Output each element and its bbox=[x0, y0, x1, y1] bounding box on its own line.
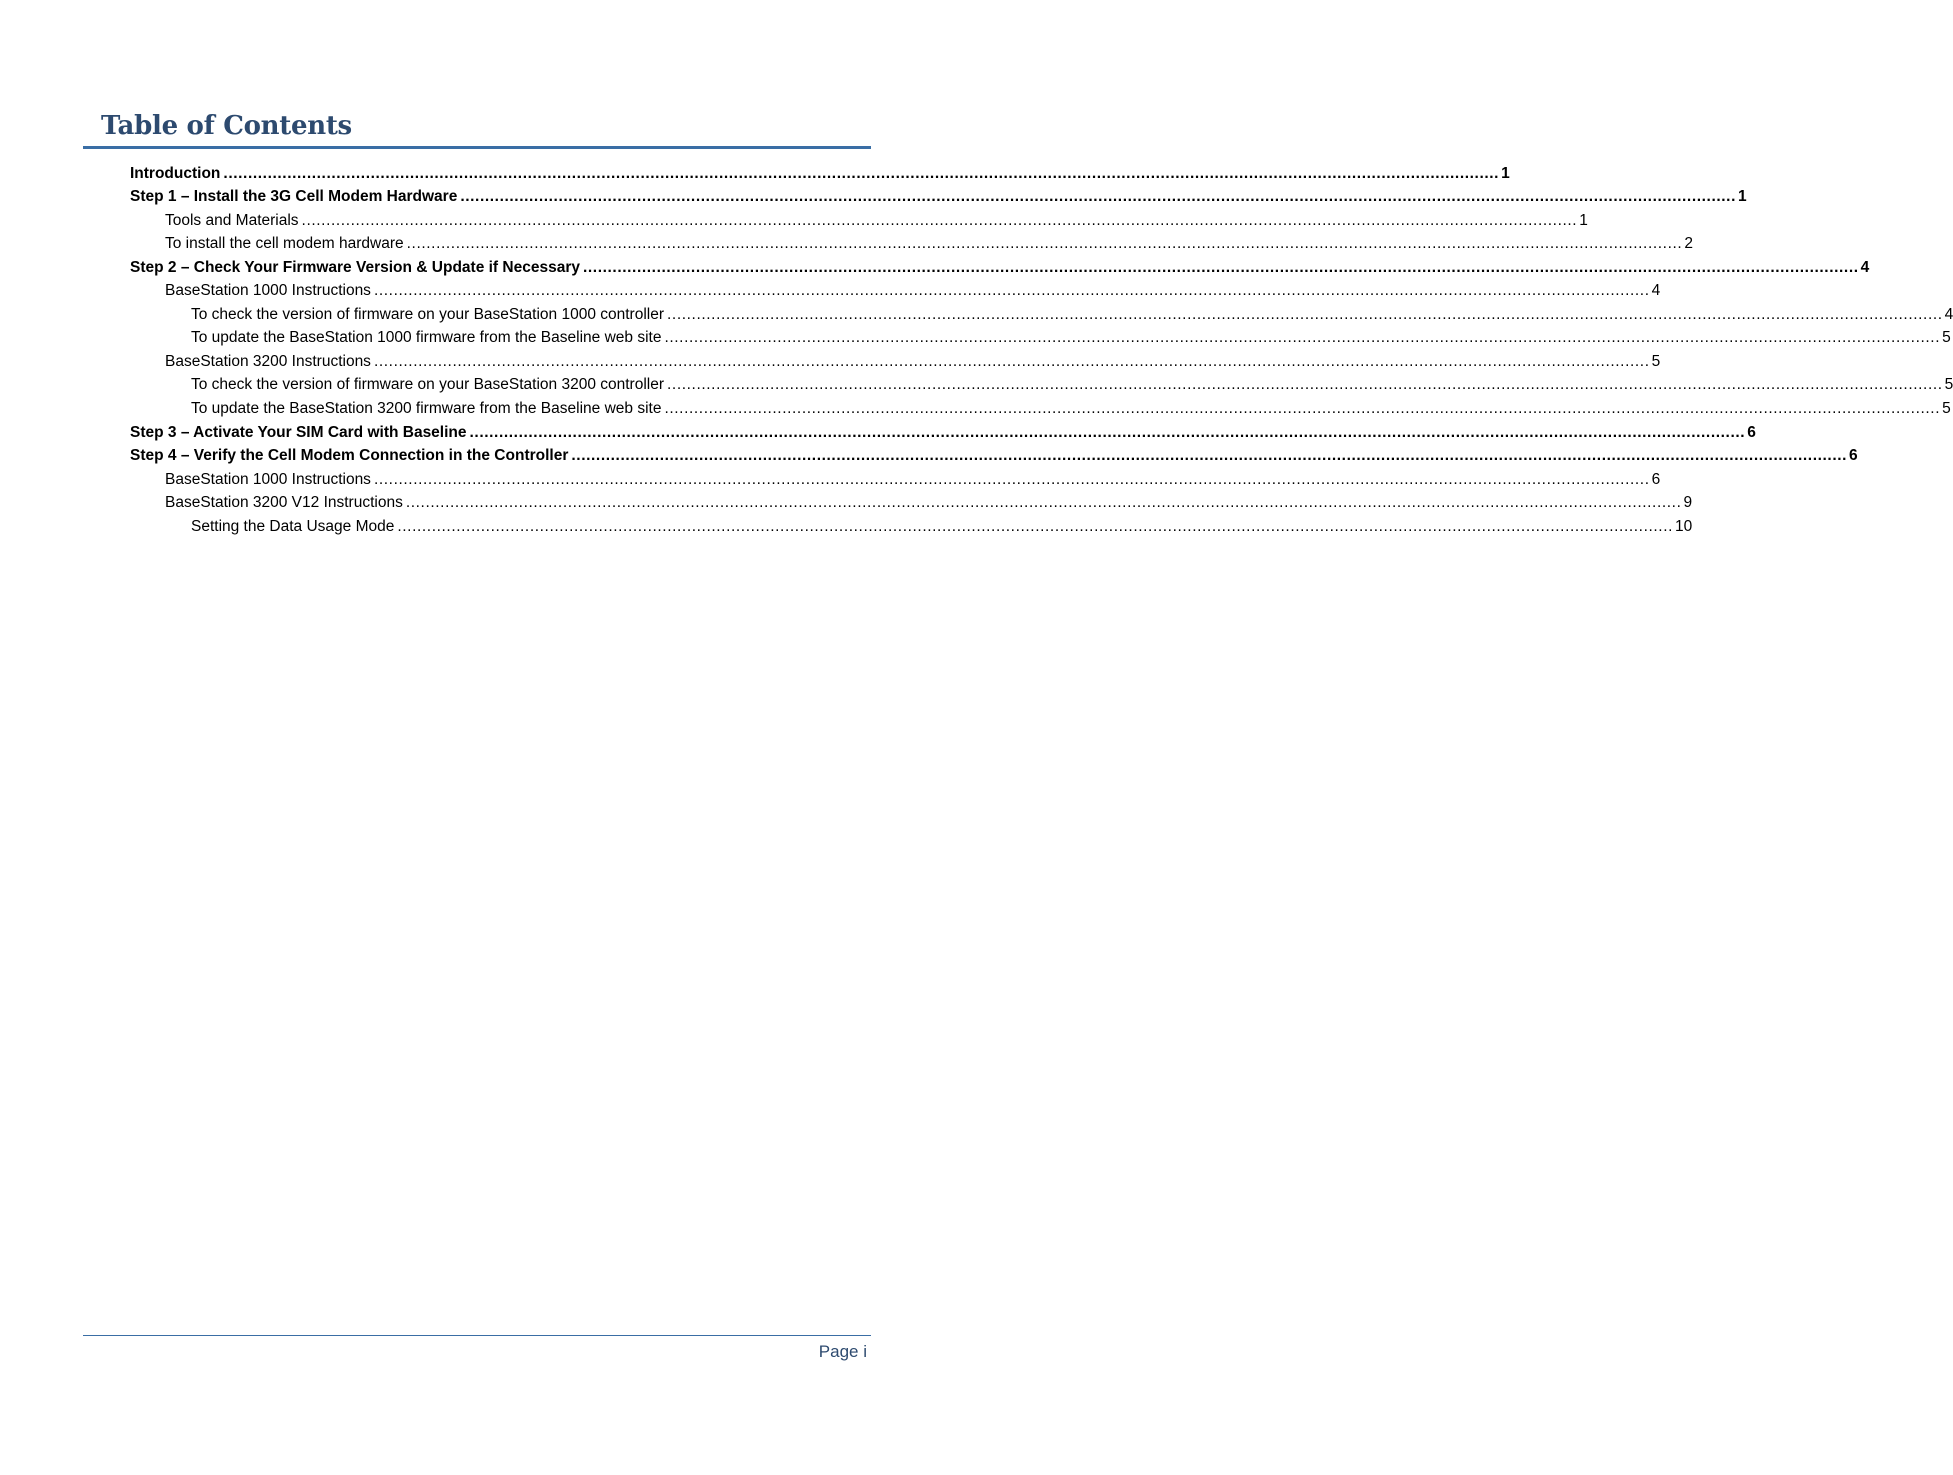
toc-entry-title: Setting the Data Usage Mode bbox=[191, 517, 395, 535]
toc-entry[interactable] bbox=[191, 396, 1951, 420]
toc-dot-leader: .................................................................................................................................................................................................................................................................... bbox=[664, 329, 1941, 347]
toc-entry-title: Step 3 – Activate Your SIM Card with Baseline bbox=[130, 423, 467, 441]
toc-entry-page: 6 bbox=[1849, 447, 1858, 465]
toc-entry-page: 5 bbox=[1942, 329, 1951, 347]
toc-entry-page: 6 bbox=[1651, 470, 1661, 488]
toc-dot-leader: .................................................................................................................................................................................................................................................................... bbox=[469, 423, 1746, 441]
toc-entry-page: 2 bbox=[1684, 235, 1693, 253]
toc-entry-page: 4 bbox=[1651, 282, 1661, 300]
toc-entry-page: 1 bbox=[1501, 164, 1510, 182]
toc-dot-leader: .................................................................................................................................................................................................................................................................... bbox=[373, 470, 1650, 488]
footer-divider bbox=[83, 1335, 871, 1336]
toc-entry[interactable] bbox=[165, 490, 1693, 514]
page-title: Table of Contents bbox=[101, 111, 352, 141]
toc-entry-title: BaseStation 3200 Instructions bbox=[165, 352, 371, 370]
footer-page-number: Page i bbox=[818, 1342, 867, 1361]
toc-dot-leader: .................................................................................................................................................................................................................................................................... bbox=[373, 352, 1650, 370]
toc-entry-title: To update the BaseStation 3200 firmware from the Baseline web site bbox=[191, 400, 662, 417]
toc-dot-leader: .................................................................................................................................................................................................................................................................... bbox=[373, 282, 1650, 300]
toc-entry[interactable] bbox=[191, 325, 1951, 349]
toc-entry-title: Introduction bbox=[130, 164, 221, 182]
toc-entry[interactable] bbox=[191, 513, 1693, 537]
toc-entry[interactable] bbox=[191, 301, 1953, 325]
toc-entry-page: 4 bbox=[1860, 258, 1870, 276]
toc-entry-page: 5 bbox=[1942, 400, 1951, 417]
toc-entry-page: 10 bbox=[1675, 517, 1693, 535]
toc-dot-leader: .................................................................................................................................................................................................................................................................... bbox=[667, 376, 1943, 394]
toc-entry[interactable] bbox=[165, 278, 1661, 302]
toc-entry-page: 1 bbox=[1738, 188, 1747, 206]
toc-entry[interactable] bbox=[130, 160, 1510, 184]
toc-entry[interactable] bbox=[130, 419, 1756, 443]
toc-entry-title: BaseStation 3200 V12 Instructions bbox=[165, 494, 403, 512]
toc-entry-title: To check the version of firmware on your BaseStation 1000 controller bbox=[191, 305, 664, 323]
toc-entry[interactable] bbox=[130, 443, 1858, 467]
toc-entry[interactable] bbox=[165, 207, 1588, 231]
toc-entry-title: Step 1 – Install the 3G Cell Modem Hardware bbox=[130, 188, 458, 206]
toc-entry-title: BaseStation 1000 Instructions bbox=[165, 470, 371, 488]
toc-dot-leader: .................................................................................................................................................................................................................................................................... bbox=[301, 211, 1578, 229]
toc-entry[interactable] bbox=[130, 184, 1747, 208]
toc-dot-leader: .................................................................................................................................................................................................................................................................... bbox=[582, 258, 1859, 276]
toc-dot-leader: .................................................................................................................................................................................................................................................................... bbox=[406, 235, 1683, 253]
toc-entry[interactable] bbox=[191, 372, 1953, 396]
toc-entry-title: To update the BaseStation 1000 firmware from the Baseline web site bbox=[191, 329, 662, 347]
toc-entry-page: 5 bbox=[1651, 352, 1661, 370]
toc-entry-title: BaseStation 1000 Instructions bbox=[165, 282, 371, 300]
toc-dot-leader: .................................................................................................................................................................................................................................................................... bbox=[460, 188, 1736, 206]
toc-dot-leader: .................................................................................................................................................................................................................................................................... bbox=[223, 164, 1500, 182]
toc-entry[interactable] bbox=[165, 231, 1693, 255]
toc-dot-leader: .................................................................................................................................................................................................................................................................... bbox=[667, 305, 1943, 323]
toc-entry-title: To check the version of firmware on your BaseStation 3200 controller bbox=[191, 376, 664, 394]
toc-entry-title: Step 2 – Check Your Firmware Version & Update if Necessary bbox=[130, 258, 580, 276]
toc-entry-page: 6 bbox=[1747, 423, 1756, 441]
toc-entry-page: 9 bbox=[1683, 494, 1693, 512]
toc-entry-title: Tools and Materials bbox=[165, 211, 299, 229]
toc-entry-title: To install the cell modem hardware bbox=[165, 235, 404, 253]
toc-entry-title: Step 4 – Verify the Cell Modem Connection in the Controller bbox=[130, 447, 569, 465]
title-divider bbox=[83, 146, 871, 149]
toc-entry[interactable] bbox=[130, 254, 1870, 278]
toc-dot-leader: .................................................................................................................................................................................................................................................................... bbox=[405, 494, 1682, 512]
toc-entry-page: 1 bbox=[1579, 211, 1588, 229]
toc-dot-leader: .................................................................................................................................................................................................................................................................... bbox=[664, 400, 1941, 417]
toc-entry-page: 4 bbox=[1944, 305, 1953, 323]
toc-dot-leader: .................................................................................................................................................................................................................................................................... bbox=[397, 517, 1674, 535]
toc-entry[interactable] bbox=[165, 466, 1661, 490]
toc-entry[interactable] bbox=[165, 348, 1661, 372]
toc-dot-leader: .................................................................................................................................................................................................................................................................... bbox=[571, 447, 1848, 465]
toc-entry-page: 5 bbox=[1944, 376, 1953, 394]
